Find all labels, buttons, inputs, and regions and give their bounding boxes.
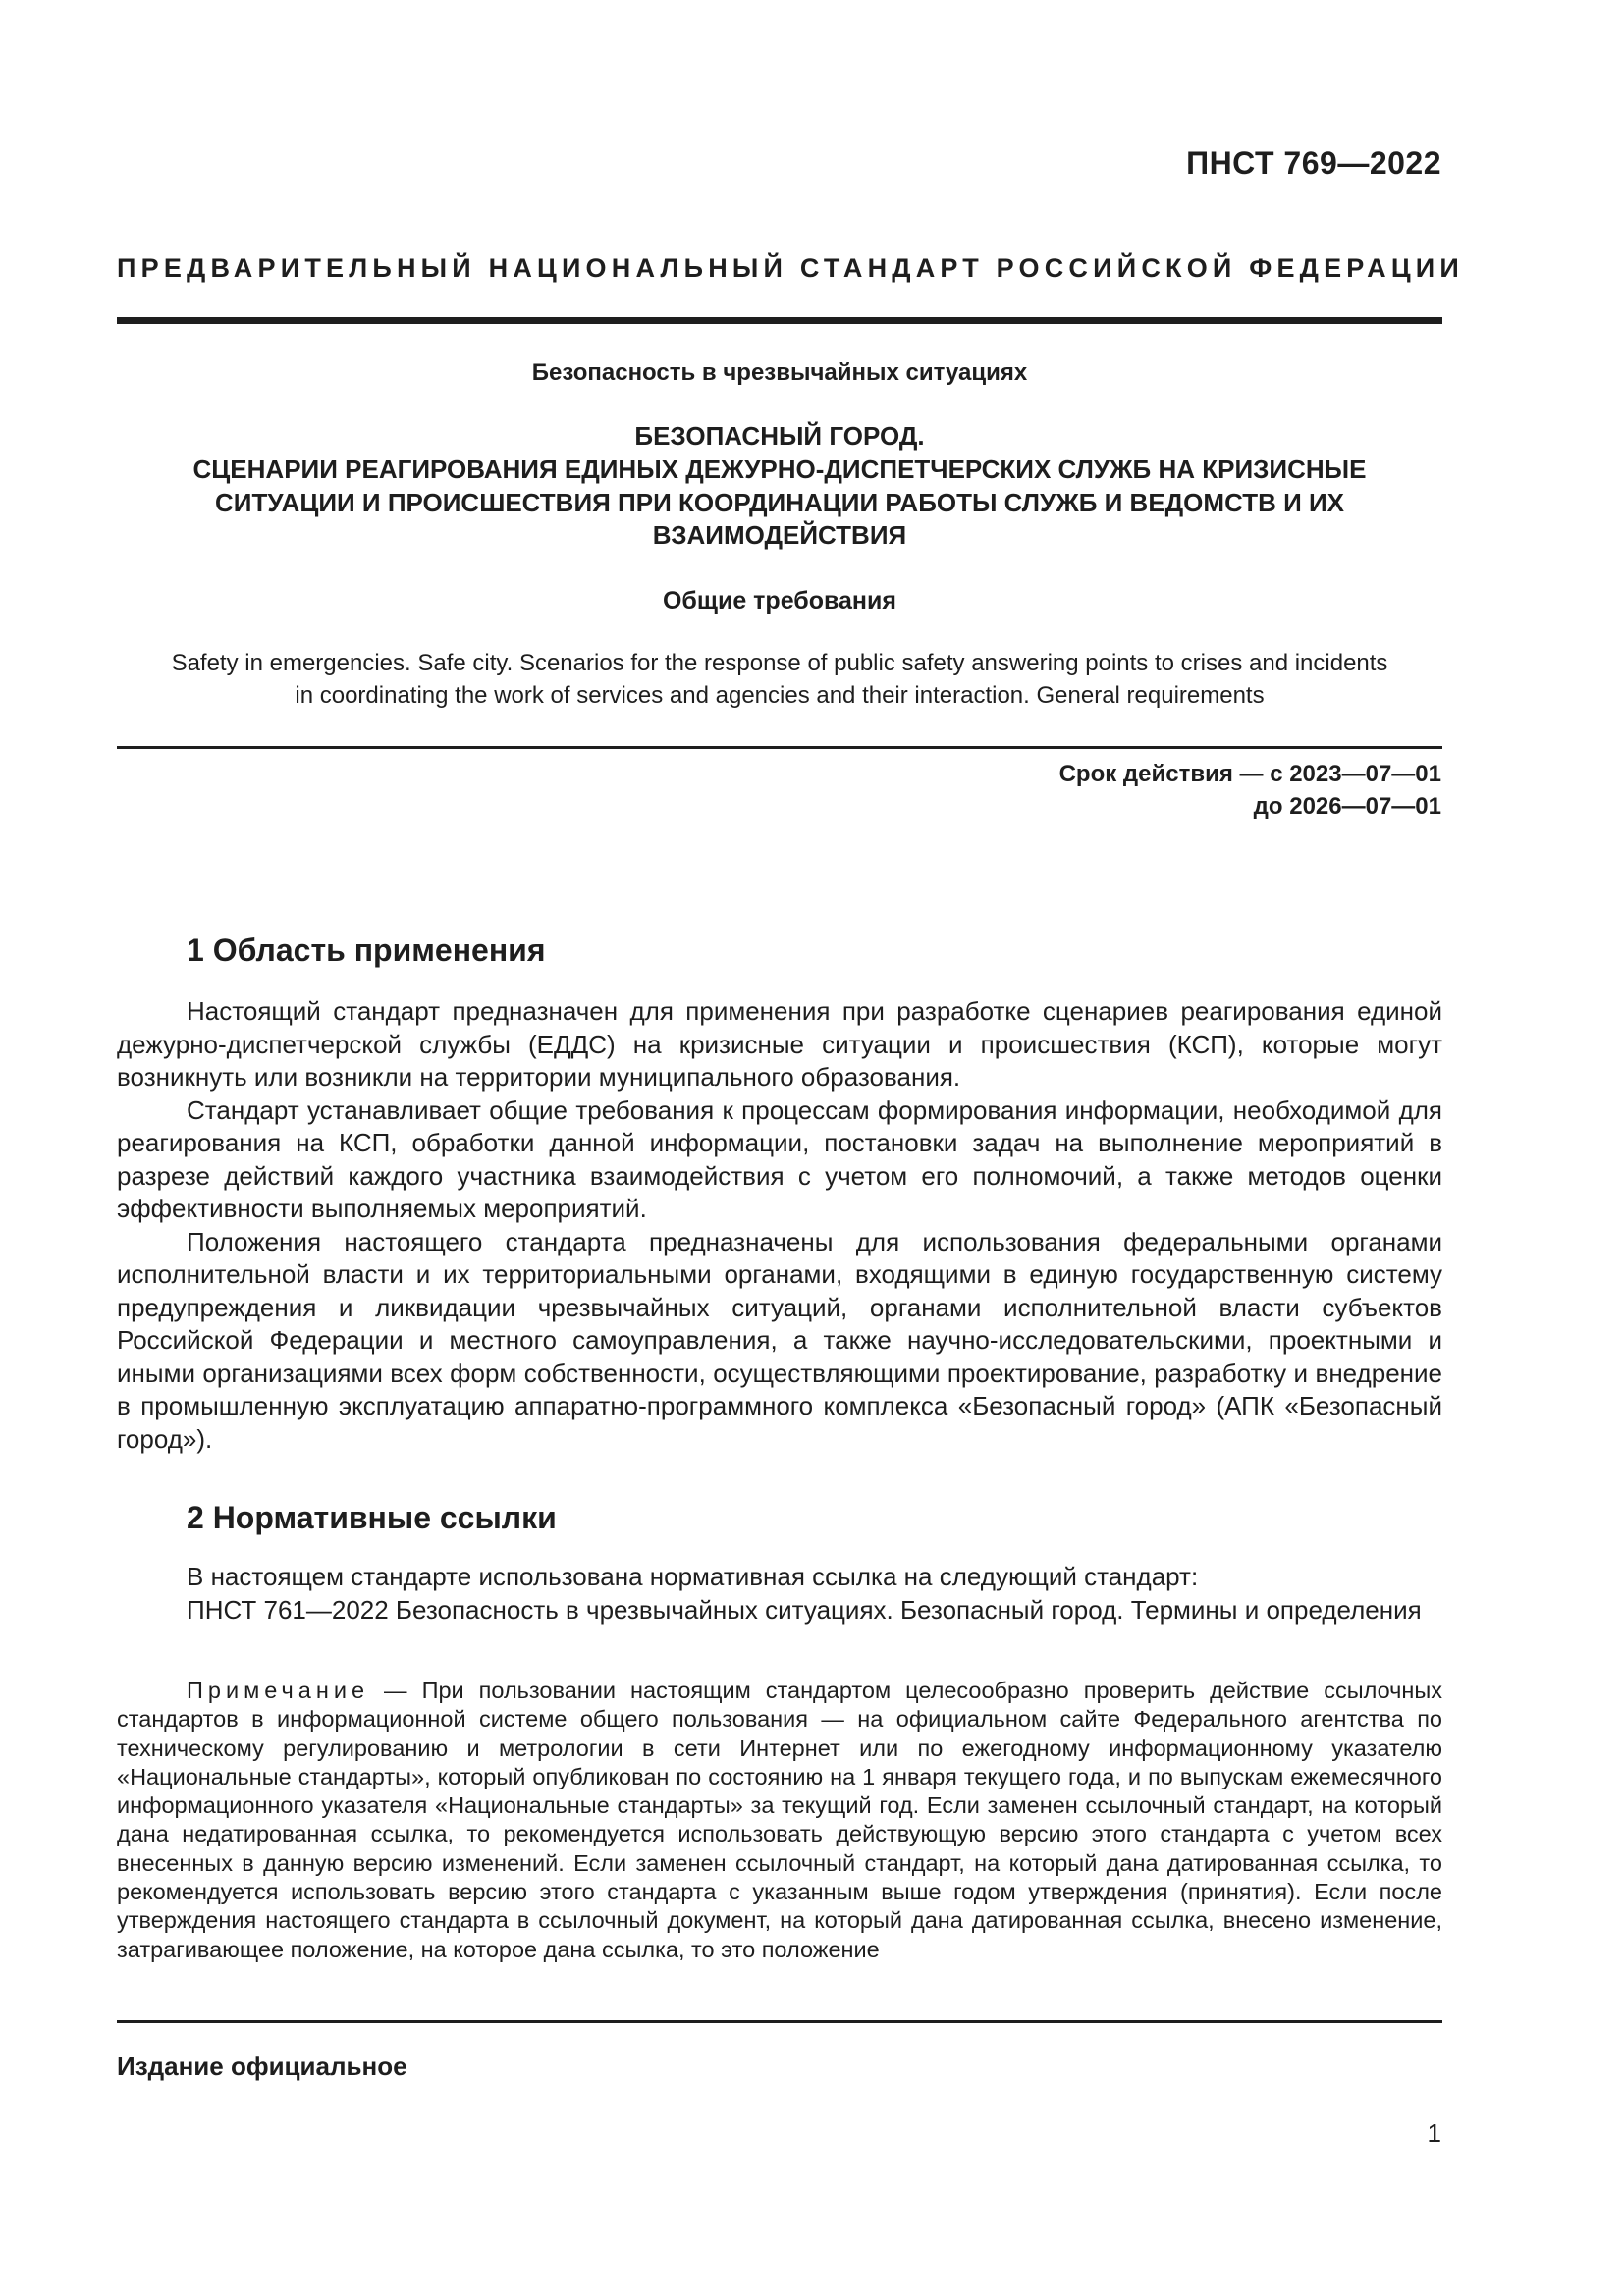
header-rule (117, 317, 1442, 324)
main-title-line: СИТУАЦИИ И ПРОИСШЕСТВИЯ ПРИ КООРДИНАЦИИ РАБОТЫ СЛУЖБ И ВЕДОМСТВ И ИХ (214, 487, 1345, 517)
validity-line: до 2026—07—01 (1253, 792, 1441, 820)
section-2-heading: 2 Нормативные ссылки (187, 1500, 557, 1535)
organization-title: ПРЕДВАРИТЕЛЬНЫЙ НАЦИОНАЛЬНЫЙ СТАНДАРТ РОССИЙСКОЙ ФЕДЕРАЦИИ (117, 253, 1464, 283)
note-block (117, 1677, 1442, 1964)
section-1-body (117, 995, 1442, 1456)
paragraph: ПНСТ 761—2022 Безопасность в чрезвычайных ситуациях. Безопасный город. Термины и определения (187, 1594, 1422, 1625)
validity-line: Срок действия — с 2023—07—01 (1058, 761, 1441, 787)
main-title-line: ВЗАИМОДЕЙСТВИЯ (652, 520, 907, 551)
note-text: — При пользовании настоящим стандартом целесообразно проверить действие ссылочных стандартов в информационной системе общего пользования — на официальном сайте Федерального агентства по техническому регулированию и метрологии в сети Интернет или по ежегодному информационному указателю «Национальные стандарты», который опубликован по состоянию на 1 января текущего года, и по выпускам ежемесячного информационного указателя «Национальные стандарты» за текущий год. Если заменен ссылочный стандарт, на который дана недатированная ссылка, то рекомендуется использовать действующую версию этого стандарта с учетом всех внесенных в данную версию изменений. Если заменен ссылочный стандарт, на который дана датированная ссылка, то рекомендуется использовать версию этого стандарта с указанным выше годом утверждения (принятия). Если после утверждения настоящего стандарта в ссылочный документ, на который дана датированная ссылка, внесено изменение, затрагивающее положение, на которое дана ссылка, то это положение (117, 1678, 1442, 1962)
standard-number: ПНСТ 769—2022 (1186, 145, 1441, 181)
paragraph: Настоящий стандарт предназначен для применения при разработке сценариев реагирования единой дежурно-диспетчерской службы (ЕДДС) на кризисные ситуации и происшествия (КСП), которые могут возникнуть или возникли на территории муниципального образования. (117, 996, 1442, 1092)
main-title (117, 420, 1442, 553)
official-edition-label: Издание официальное (117, 2052, 407, 2081)
paragraph: Положения настоящего стандарта предназначены для использования федеральными органами исполнительной власти и их территориальными органами, входящими в единую государственную систему предупреждения и ликвидации чрезвычайных ситуаций, органами исполнительной власти субъектов Российской Федерации и местного самоуправления, а также научно-исследовательскими, проектными и иными организациями всех форм собственности, осуществляющими проектирование, разработку и внедрение в промышленную эксплуатацию аппаратно-программного комплекса «Безопасный город» (АПК «Безопасный город»). (117, 1226, 1442, 1454)
validity-period (1059, 759, 1441, 823)
page-number: 1 (1427, 2118, 1441, 2148)
title-rule (117, 746, 1442, 749)
english-title-line: in coordinating the work of services and agencies and their interaction. General requirements (295, 681, 1265, 709)
main-title-line: СЦЕНАРИИ РЕАГИРОВАНИЯ ЕДИНЫХ ДЕЖУРНО-ДИСПЕТЧЕРСКИХ СЛУЖБ НА КРИЗИСНЫЕ (192, 454, 1367, 484)
english-title (117, 648, 1442, 712)
note-paragraph (117, 1677, 1442, 1964)
section-2-body (117, 1561, 1442, 1627)
main-title-line: БЕЗОПАСНЫЙ ГОРОД. (634, 421, 925, 451)
general-requirements-heading: Общие требования (662, 587, 896, 614)
section-1-heading: 1 Область применения (187, 933, 546, 968)
paragraph: В настоящем стандарте использована нормативная ссылка на следующий стандарт: (187, 1562, 1199, 1591)
paragraph: Стандарт устанавливает общие требования к процессам формирования информации, необходимой для реагирования на КСП, обработки данной информации, постановки задач на выполнение мероприятий в разрезе действий каждого участника взаимодействия с учетом его полномочий, а также методов оценки эффективности выполняемых мероприятий. (117, 1095, 1442, 1223)
footer-rule (117, 2020, 1442, 2023)
subject-heading: Безопасность в чрезвычайных ситуациях (531, 359, 1028, 386)
note-label: Примечание (187, 1678, 370, 1703)
english-title-line: Safety in emergencies. Safe city. Scenarios for the response of public safety answering points to crises and incidents (171, 650, 1388, 676)
